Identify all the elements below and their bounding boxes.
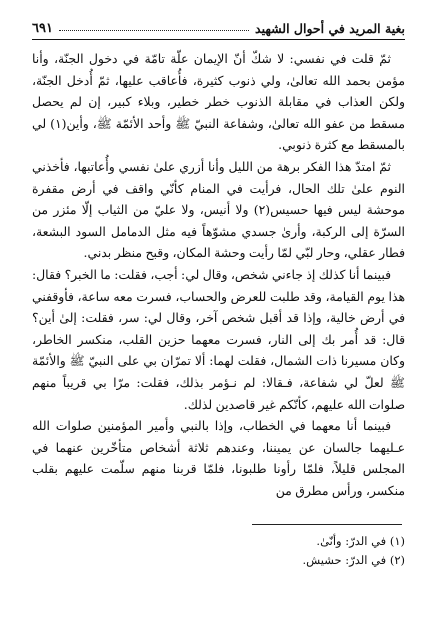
footnote: (١) في الدرّ: وأنّىٰ. [316,534,405,548]
page-number: ٦٩١ [32,21,53,36]
paragraph: فبينما أنا كذلك إذ جاءني شخص، وقال لي: أجب، فقلت: ما الخبر؟ فقال: هذا يوم القيامة، وقد طلبت للعرض والحساب، فسرت معه ساعة، فأوقفني في أرض خالية، وإذا قد أقبل شخص آخر، وقال لي: سر، فقلت: إلىٰ أين؟ قال: قد أُمر بك إلى النار، فسرت معهما حزين القلب، منكسر الخاطر، وكان مسيرنا ذات الشمال، فقلت لهما: ألا تمرّان بي على النبيّ ﷺ والأئمّة ﷺ لعلّ لي شفاعة، فـقالا: لم نـؤمر بذلك، فقلت: مرّا بي قريباً منهم صلوات الله عليهم، كأنّكم غير قاصدين لذلك. [32,266,405,412]
paragraph: ثمّ قلت في نفسي: لا شكّ أنّ الإيمان علّة تامّة في دخول الجنّة، وأنا مؤمن بحمد الله تعالىٰ، ولي ذنوب كثيرة، فأُعاقب عليها، ثمّ أُدخل الجنّة، ولكن العذاب في مقابلة الذنوب خطر خطير، وبلاء كبير، إن لم يحصل مسقط من عفو الله تعالىٰ، وشفاعة النبيّ ﷺ وأحد الأئمّة ﷺ، وأين(١) لي بالمسقط مع كثرة ذنوبي. [32,51,405,153]
footnotes [32,532,405,570]
header-rule [32,39,405,40]
main-text [32,48,405,501]
paragraph: ثمّ امتدّ هذا الفكر برهة من الليل وأنا أزري علىٰ نفسي وأُعاتبها، فأخذني النوم علىٰ تلك الحال، فرأيت في المنام كأنّي واقف في أرض مقفرة موحشة ليس فيها حسيس(٢) ولا أنيس، ولا عليّ من الثياب إلّا مئزر من السرّة إلى الركبة، وأرىٰ جسدي مشوّهاً فيه مثل الدمامل السود البشعة، فطار عقلي، وحار لبّي لمّا رأيت وحشة المكان، وقبح منظر بدني. [32,158,405,261]
running-header [32,14,405,36]
header-dot-leader [59,29,249,31]
book-title: بغية المريد في أحوال الشهيد [255,21,405,36]
footnote-separator [252,524,402,525]
paragraph: فبينما أنا معهما في الخطاب، وإذا بالنبي وأمير المؤمنين صلوات الله عـليهما جالسان عن يميننا، وعندهم ثلاثة أشخاص متأخّرين عنهما في المجلس قليلاً، فلمّا رأونا طلبونا، فلمّا قربنا منهم سلّمت عليهم بقلب منكسر، ورأس مطرق من [32,418,405,498]
footnote: (٢) في الدرّ: حشيش. [302,553,405,567]
